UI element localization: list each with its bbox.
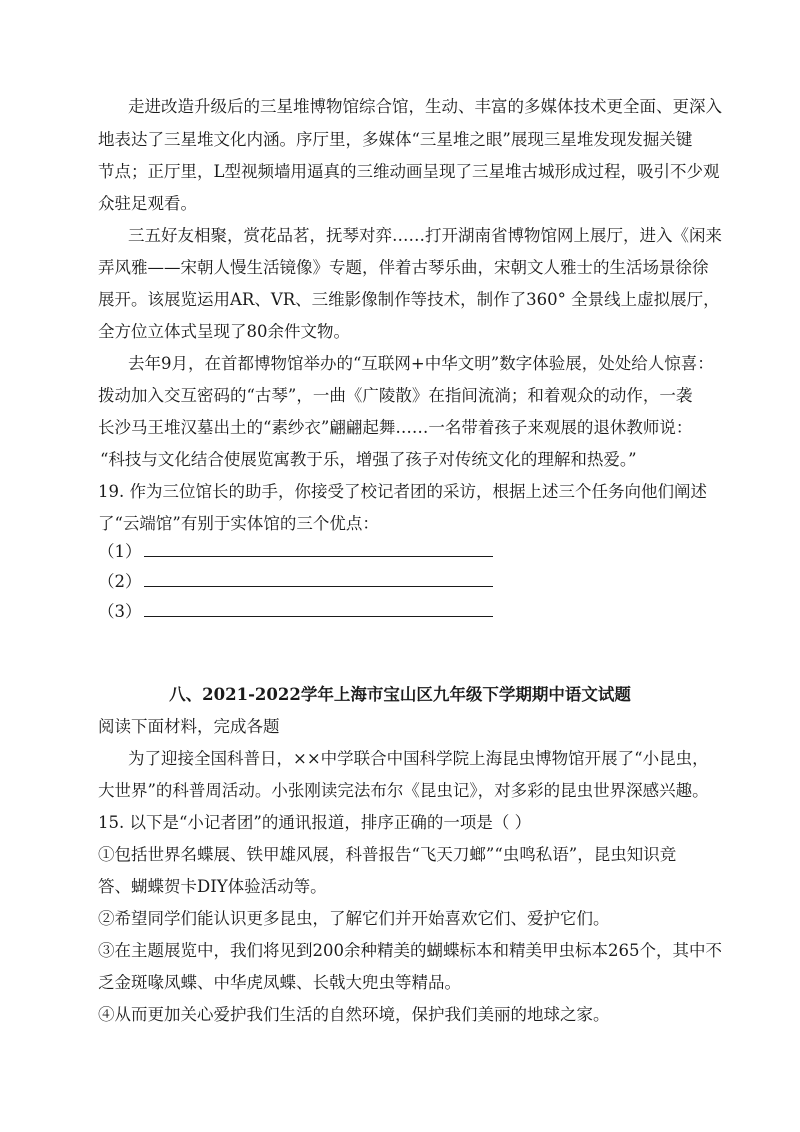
passage1-p2-line2: 弄风雅——宋朝人慢生活镜像》专题，伴着古琴乐曲，宋朝文人雅士的生活场景徐徐 — [98, 258, 709, 277]
answer-line-3[interactable] — [98, 600, 718, 623]
question19-line1: 19. 作为三位馆长的助手，你接受了校记者团的采访，根据上述三个任务向他们阐述 — [98, 482, 707, 501]
passage1-p1-line4: 众驻足观看。 — [98, 194, 197, 213]
option-2: ②希望同学们能认识更多昆虫，了解它们并开始喜欢它们、爱护它们。 — [98, 909, 610, 928]
intro-line2: 大世界”的科普周活动。小张刚读完法布尔《昆虫记》，对多彩的昆虫世界深感兴趣。 — [98, 781, 709, 800]
option-1-line2: 答、蝴蝶贺卡DIY体验活动等。 — [98, 877, 327, 896]
question15-text: 15. 以下是“小记者团”的通讯报道，排序正确的一项是（ ） — [98, 813, 532, 832]
answer-blank-1[interactable] — [144, 540, 493, 557]
answer-line-1[interactable] — [98, 540, 718, 563]
answer-label-1: （1） — [98, 542, 142, 561]
passage1-p1-line1: 走进改造升级后的三星堆博物馆综合馆，生动、丰富的多媒体技术更全面、更深入 — [128, 97, 722, 116]
passage1-p2-line3: 展开。该展览运用AR、VR、三维影像制作等技术，制作了360° 全景线上虚拟展厅， — [98, 290, 720, 309]
answer-label-2: （2） — [98, 572, 142, 591]
option-1-line1: ①包括世界名蝶展、铁甲雄风展，科普报告“飞天刀螂”“虫鸣私语”，昆虫知识竞 — [98, 845, 677, 864]
passage1-p3-line4: “科技与文化结合使展览寓教于乐，增强了孩子对传统文化的理解和热爱。” — [100, 450, 637, 469]
passage1-p1-line2: 地表达了三星堆文化内涵。序厅里，多媒体“三星堆之眼”展现三星堆发现发掘关键 — [98, 130, 693, 149]
passage1-p1-line3: 节点；正厅里，L型视频墙用逼真的三维动画呈现了三星堆古城形成过程，吸引不少观 — [98, 162, 720, 181]
answer-line-2[interactable] — [98, 570, 718, 593]
passage1-p3-line1: 去年9月，在首都博物馆举办的“互联网+中华文明”数字体验展，处处给人惊喜： — [128, 354, 714, 373]
passage1-p3-line3: 长沙马王堆汉墓出土的“素纱衣”翩翩起舞……一名带着孩子来观展的退休教师说： — [98, 418, 693, 437]
option-4: ④从而更加关心爱护我们生活的自然环境，保护我们美丽的地球之家。 — [98, 1005, 610, 1024]
passage1-p2-line4: 全方位立体式呈现了80余件文物。 — [98, 322, 350, 341]
answer-blank-2[interactable] — [144, 570, 493, 587]
intro-line1: 为了迎接全国科普日，××中学联合中国科学院上海昆虫博物馆开展了“小昆虫， — [128, 749, 709, 768]
answer-label-3: （3） — [98, 602, 142, 621]
passage1-p3-line2: 拨动加入交互密码的“古琴”，一曲《广陵散》在指间流淌；和着观众的动作，一袭 — [98, 386, 693, 405]
instruction-text: 阅读下面材料，完成各题 — [98, 717, 280, 736]
question19-line2: 了“云端馆”有别于实体馆的三个优点： — [98, 514, 379, 533]
option-3-line1: ③在主题展览中，我们将见到200余种精美的蝴蝶标本和精美甲虫标本265个，其中不 — [98, 941, 722, 960]
section-heading: 八、2021-2022学年上海市宝山区九年级下学期期中语文试题 — [169, 685, 631, 704]
passage1-p2-line1: 三五好友相聚，赏花品茗，抚琴对弈……打开湖南省博物馆网上展厅，进入《闲来 — [128, 226, 722, 245]
option-3-line2: 乏金斑喙凤蝶、中华虎凤蝶、长戟大兜虫等精品。 — [98, 973, 461, 992]
answer-blank-3[interactable] — [144, 600, 493, 617]
